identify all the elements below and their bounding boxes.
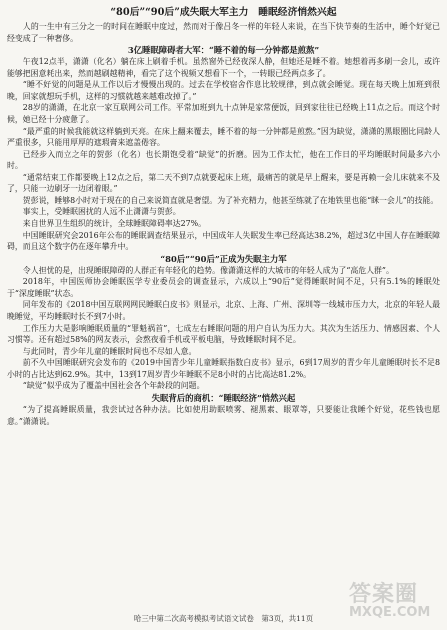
paragraph: “睡不好觉的问题是从工作以后才慢慢出现的。过去在学校宿舍作息比较规律，到点就会睡觉。现在每天晚上加班到很晚，回家就想玩手机，这样的习惯就越来越难改掉了。” bbox=[7, 80, 440, 101]
section-heading: 3亿睡眠障碍者大军：“睡不着的每一分钟都是煎熬” bbox=[127, 45, 320, 56]
paragraph: “最严重的时候我能就这样躺到天亮。在床上翻来覆去，睡不着的每一分钟都是煎熬。”因为缺觉，潇潇的黑眼圈比同龄人严重很多，只能用厚厚的遮瑕膏来遮盖倦容。 bbox=[7, 126, 440, 148]
paragraph: 2018年，中国医师协会睡眠医学专业委员会的调查显示，六成以上“90后”觉得睡眠时间不足，只有5.1%的睡眠处于“深度睡眠”状态。 bbox=[7, 277, 440, 298]
paragraph: 工作压力大是影响睡眠质量的“罪魁祸首”，七成左右睡眠问题的用户自认为压力大。其次为生活压力、情感因素、个人习惯等。还有超过58%的网友表示，会熬夜看手机或平板电脑，导致睡眠时间不足。 bbox=[7, 323, 440, 345]
paragraph: 同年发布的《2018中国互联网网民睡眠白皮书》则显示，北京、上海、广州、深圳等一线城市压力大，北京的年轻人最晚睡觉，平均睡眠时长不到7小时。 bbox=[7, 300, 440, 321]
paragraph: 午夜12点半，潇潇（化名）躺在床上刷着手机。虽然窗外已经夜深人静，但她还是睡不着。她想着再多刷一会儿，或许能够把困意耗出来，然而越刷越精神，看完了这个视频又想看下一个，一转眼已经两点多了。 bbox=[7, 57, 440, 78]
paragraph: 28岁的潇潇，在北京一家互联网公司工作。平常加班到九十点钟是家常便饭，回到家往往已经晚上11点之后。而这个时候，她已经十分疲惫了。 bbox=[7, 103, 440, 125]
article-body bbox=[7, 21, 440, 427]
watermark-line1: 答案圈 bbox=[349, 582, 419, 607]
paragraph: 事实上，受睡眠困扰的人远不止潇潇与贺彭。 bbox=[22, 207, 181, 217]
paragraph: “缺觉”似乎成为了覆盖中国社会各个年龄段的问题。 bbox=[22, 381, 205, 391]
paragraph: 已经步入而立之年的贺彭（化名）也长期饱受着“缺觉”的折磨。因为工作太忙，他在工作日的平均睡眠时间最多六小时。 bbox=[7, 149, 440, 171]
paragraph: 前不久中国睡眠研究会发布的《2019中国青少年儿童睡眠指数白皮书》显示，6到17周岁的青少年儿童睡眠时长不足8小时的占比达到62.9%。其中，13到17周岁青少年睡眠不足8小时的占比高达81.2%。 bbox=[7, 358, 440, 379]
article-title: “80后”“90后”成失眠大军主力 睡眠经济悄然兴起 bbox=[110, 7, 337, 18]
paragraph: 来自世界卫生组织的统计，全球睡眠障碍率达27%。 bbox=[22, 218, 207, 228]
watermark-line2: MXQE.COM bbox=[349, 605, 431, 620]
paragraph: 与此同时，青少年儿童的睡眠时间也不尽如人意。 bbox=[22, 346, 197, 356]
paragraph: “通常结束工作都要晚上12点之后，第二天不到7点就要起床上班，最痛苦的就是早上醒来，要是再赖一会儿床就来不及了，只能一边刷牙一边闭着眼。” bbox=[7, 172, 440, 194]
section-heading: “80后”“90后”正成为失眠主力军 bbox=[160, 253, 287, 264]
paragraph: 令人担忧的是，出现睡眠障碍的人群正有年轻化的趋势。像潇潇这样的大城市的年轻人成为了“高危人群”。 bbox=[22, 265, 394, 275]
section-heading: 失眠背后的商机：“睡眠经济”悄然兴起 bbox=[151, 392, 296, 403]
page-footer: 哈三中第二次高考模拟考试语文试卷 第3页，共11页 bbox=[133, 614, 314, 623]
paragraph: “为了提高睡眠质量，我尝试过各种办法。比如使用助眠喷雾、褪黑素、眼罩等，只要能让我睡个好觉，花些钱也愿意。”潇潇说。 bbox=[7, 405, 440, 426]
watermark-logo bbox=[349, 584, 441, 628]
paragraph: 人的一生中有三分之一的时间在睡眠中度过，然而对于像吕冬一样的年轻人来说，在当下快节奏的生活中，睡个好觉已经变成了一种奢侈。 bbox=[7, 22, 440, 43]
paragraph: 贺彭说，睡够8小时对于现在的自己来说简直就是奢望。为了补充精力，他甚至练就了在地铁里也能“眯一会儿”的技能。 bbox=[22, 195, 439, 205]
paragraph: 中国睡眠研究会2016年公布的睡眠调查结果显示，中国成年人失眠发生率已经高达38.2%，超过3亿中国人存在睡眠障碍，而且这个数字仍在逐年攀升中。 bbox=[7, 230, 440, 252]
